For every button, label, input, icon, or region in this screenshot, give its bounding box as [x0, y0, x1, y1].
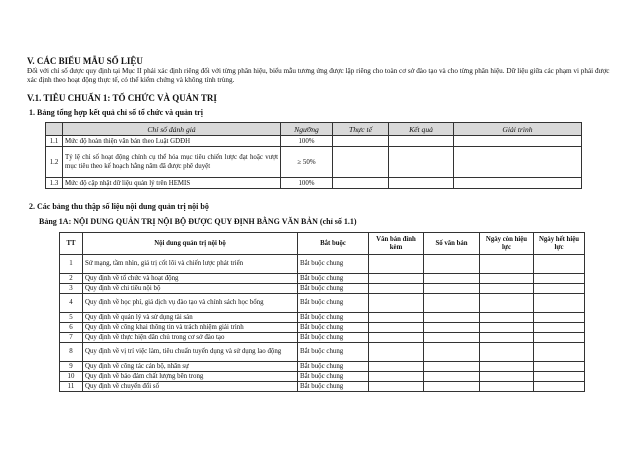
threshold-cell: ≥ 50% — [281, 147, 333, 178]
table-row — [60, 274, 585, 284]
document-number-cell[interactable] — [424, 313, 480, 323]
col-header-threshold: Ngưỡng — [281, 123, 333, 136]
row-number: 5 — [60, 313, 83, 323]
summary-table-header — [46, 123, 582, 136]
table-row — [60, 313, 585, 323]
valid-date-cell[interactable] — [480, 323, 534, 333]
expiry-date-cell[interactable] — [534, 255, 585, 274]
subsection-1-title: 1. Bảng tổng hợp kết quả chỉ số tổ chức và quản trị — [29, 108, 203, 117]
row-number: 7 — [60, 333, 83, 343]
content-cell: Quy định về bảo đảm chất lượng bên trong — [83, 372, 298, 382]
content-cell: Quy định về tổ chức và hoạt động — [83, 274, 298, 284]
expiry-date-cell[interactable] — [534, 333, 585, 343]
required-cell: Bắt buộc chung — [298, 255, 369, 274]
expiry-date-cell[interactable] — [534, 284, 585, 294]
indicator-cell: Tỷ lệ chỉ số hoạt động chính cụ thể hóa mục tiêu chiến lược đạt hoặc vượt mục tiêu theo kế hoạch hằng năm đã được phê duyệt — [63, 147, 281, 178]
expiry-date-cell[interactable] — [534, 372, 585, 382]
intro-paragraph: Đối với chỉ số được quy định tại Mục II phải xác định riêng đối với từng phân hiệu, biểu mẫu tương ứng được lập riêng cho toàn cơ sở đào tạo và cho từng phân hiệu. Dữ liệu giữa các phạm vi phải được xác định theo hoạt động thực tế, có thể kiểm chứng và không tính trùng. — [27, 67, 610, 84]
required-cell: Bắt buộc chung — [298, 294, 369, 313]
required-cell: Bắt buộc chung — [298, 284, 369, 294]
valid-date-cell[interactable] — [480, 343, 534, 362]
row-number: 10 — [60, 372, 83, 382]
expiry-date-cell[interactable] — [534, 382, 585, 392]
col-header-expiry-date: Ngày hết hiệu lực — [534, 233, 585, 255]
document-number-cell[interactable] — [424, 323, 480, 333]
required-cell: Bắt buộc chung — [298, 382, 369, 392]
attachment-cell[interactable] — [369, 362, 424, 372]
attachment-cell[interactable] — [369, 284, 424, 294]
indicator-cell: Mức độ hoàn thiện văn bản theo Luật GDĐH — [63, 136, 281, 147]
document-number-cell[interactable] — [424, 362, 480, 372]
document-number-cell[interactable] — [424, 372, 480, 382]
valid-date-cell[interactable] — [480, 372, 534, 382]
governance-table-header — [60, 233, 585, 255]
document-number-cell[interactable] — [424, 382, 480, 392]
explanation-cell[interactable] — [454, 178, 582, 189]
row-number: 1 — [60, 255, 83, 274]
col-header-result: Kết quả — [389, 123, 454, 136]
table-row — [60, 382, 585, 392]
col-header-actual: Thực tế — [333, 123, 389, 136]
expiry-date-cell[interactable] — [534, 343, 585, 362]
attachment-cell[interactable] — [369, 343, 424, 362]
subsection-2-title: 2. Các bảng thu thập số liệu nội dung quản trị nội bộ — [29, 202, 209, 211]
document-number-cell[interactable] — [424, 255, 480, 274]
col-header-required: Bắt buộc — [298, 233, 369, 255]
expiry-date-cell[interactable] — [534, 313, 585, 323]
valid-date-cell[interactable] — [480, 284, 534, 294]
standard-title: V.1. TIÊU CHUẨN 1: TỔ CHỨC VÀ QUẢN TRỊ — [27, 93, 217, 103]
required-cell: Bắt buộc chung — [298, 372, 369, 382]
expiry-date-cell[interactable] — [534, 323, 585, 333]
actual-cell[interactable] — [333, 136, 389, 147]
explanation-cell[interactable] — [454, 147, 582, 178]
document-number-cell[interactable] — [424, 343, 480, 362]
threshold-cell: 100% — [281, 136, 333, 147]
required-cell: Bắt buộc chung — [298, 313, 369, 323]
row-number: 1.3 — [46, 178, 63, 189]
col-header-document-number: Số văn bản — [424, 233, 480, 255]
row-number: 2 — [60, 274, 83, 284]
valid-date-cell[interactable] — [480, 362, 534, 372]
content-cell: Quy định về công khai thông tin và trách nhiệm giải trình — [83, 323, 298, 333]
attachment-cell[interactable] — [369, 313, 424, 323]
document-number-cell[interactable] — [424, 274, 480, 284]
col-header-valid-date: Ngày còn hiệu lực — [480, 233, 534, 255]
table-row — [60, 284, 585, 294]
indicator-cell: Mức độ cập nhật dữ liệu quản lý trên HEMIS — [63, 178, 281, 189]
summary-table — [45, 122, 582, 189]
valid-date-cell[interactable] — [480, 274, 534, 284]
valid-date-cell[interactable] — [480, 333, 534, 343]
content-cell: Quy định về vị trí việc làm, tiêu chuẩn tuyển dụng và sử dụng lao động — [83, 343, 298, 362]
row-number: 1.2 — [46, 147, 63, 178]
content-cell: Quy định về chuyển đổi số — [83, 382, 298, 392]
table-row — [60, 294, 585, 313]
table-row — [60, 255, 585, 274]
document-number-cell[interactable] — [424, 284, 480, 294]
table-row — [60, 343, 585, 362]
section-title: V. CÁC BIỂU MẪU SỐ LIỆU — [27, 56, 143, 66]
governance-content-table — [59, 232, 585, 392]
required-cell: Bắt buộc chung — [298, 362, 369, 372]
row-number: 9 — [60, 362, 83, 372]
content-cell: Quy định về chi tiêu nội bộ — [83, 284, 298, 294]
required-cell: Bắt buộc chung — [298, 323, 369, 333]
expiry-date-cell[interactable] — [534, 274, 585, 284]
explanation-cell[interactable] — [454, 136, 582, 147]
valid-date-cell[interactable] — [480, 313, 534, 323]
content-cell: Quy định về quản lý và sử dụng tài sản — [83, 313, 298, 323]
col-header-no — [46, 123, 63, 136]
attachment-cell[interactable] — [369, 372, 424, 382]
row-number: 8 — [60, 343, 83, 362]
table-row — [60, 323, 585, 333]
table-row — [46, 136, 582, 147]
row-number: 1.1 — [46, 136, 63, 147]
col-header-content: Nội dung quản trị nội bộ — [83, 233, 298, 255]
col-header-attachment: Văn bản đính kèm — [369, 233, 424, 255]
table-row — [60, 372, 585, 382]
row-number: 3 — [60, 284, 83, 294]
attachment-cell[interactable] — [369, 294, 424, 313]
required-cell: Bắt buộc chung — [298, 274, 369, 284]
valid-date-cell[interactable] — [480, 382, 534, 392]
attachment-cell[interactable] — [369, 255, 424, 274]
result-cell[interactable] — [389, 136, 454, 147]
content-cell: Quy định về công tác cán bộ, nhân sự — [83, 362, 298, 372]
result-cell[interactable] — [389, 178, 454, 189]
required-cell: Bắt buộc chung — [298, 333, 369, 343]
table-row — [60, 362, 585, 372]
content-cell: Sứ mạng, tầm nhìn, giá trị cốt lõi và chiến lược phát triển — [83, 255, 298, 274]
attachment-cell[interactable] — [369, 274, 424, 284]
table-row — [46, 178, 582, 189]
col-header-tt: TT — [60, 233, 83, 255]
col-header-indicator: Chỉ số đánh giá — [63, 123, 281, 136]
row-number: 6 — [60, 323, 83, 333]
attachment-cell[interactable] — [369, 382, 424, 392]
actual-cell[interactable] — [333, 147, 389, 178]
table-row — [46, 147, 582, 178]
required-cell: Bắt buộc chung — [298, 343, 369, 362]
table-row — [60, 333, 585, 343]
threshold-cell: 100% — [281, 178, 333, 189]
result-cell[interactable] — [389, 147, 454, 178]
row-number: 11 — [60, 382, 83, 392]
row-number: 4 — [60, 294, 83, 313]
valid-date-cell[interactable] — [480, 294, 534, 313]
content-cell: Quy định về thực hiện dân chủ trong cơ sở đào tạo — [83, 333, 298, 343]
table-1a-title: Bảng 1A: NỘI DUNG QUẢN TRỊ NỘI BỘ ĐƯỢC QUY ĐỊNH BẰNG VĂN BẢN (chỉ số 1.1) — [39, 217, 357, 226]
expiry-date-cell[interactable] — [534, 362, 585, 372]
actual-cell[interactable] — [333, 178, 389, 189]
expiry-date-cell[interactable] — [534, 294, 585, 313]
attachment-cell[interactable] — [369, 333, 424, 343]
content-cell: Quy định về học phí, giá dịch vụ đào tạo và chính sách học bổng — [83, 294, 298, 313]
document-number-cell[interactable] — [424, 294, 480, 313]
valid-date-cell[interactable] — [480, 255, 534, 274]
document-number-cell[interactable] — [424, 333, 480, 343]
attachment-cell[interactable] — [369, 323, 424, 333]
col-header-explanation: Giải trình — [454, 123, 582, 136]
